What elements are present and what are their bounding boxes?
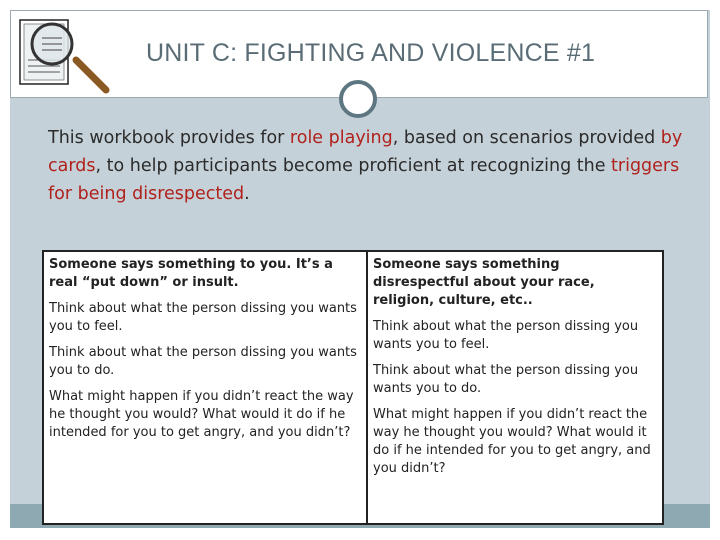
ring-divider-icon xyxy=(339,80,377,118)
scenario-card-put-down xyxy=(44,252,368,523)
card-heading: Someone says something disrespectful about your race, religion, culture, etc.. xyxy=(373,257,595,308)
intro-text: , to help participants become proficient at recognizing the xyxy=(95,156,612,176)
scenario-card-disrespect xyxy=(368,252,662,523)
intro-highlight: role playing xyxy=(289,128,393,148)
card-prompt: What might happen if you didn’t react the way he thought you would? What would it do if he intended for you to get angry, and you didn’t? xyxy=(49,389,354,440)
card-prompt: Think about what the person dissing you wants you to do. xyxy=(49,345,357,378)
card-prompt: Think about what the person dissing you wants you to feel. xyxy=(373,319,639,352)
card-heading: Someone says something to you. It’s a real “put down” or insult. xyxy=(49,257,333,290)
document-magnifier-icon xyxy=(18,18,114,96)
intro-text: . xyxy=(244,184,250,204)
slide-title: UNIT C: FIGHTING AND VIOLENCE #1 xyxy=(146,39,596,67)
intro-paragraph xyxy=(48,124,688,208)
intro-text: This workbook provides for xyxy=(48,128,290,148)
card-prompt: What might happen if you didn’t react the way he thought you would? What would it do if he intended for you to get angry, and you didn’t? xyxy=(373,407,651,476)
intro-highlight: triggers for being disrespected xyxy=(48,156,680,204)
card-prompt: Think about what the person dissing you wants you to do. xyxy=(373,363,639,396)
intro-highlight: by cards xyxy=(48,128,683,176)
intro-text: , based on scenarios provided xyxy=(392,128,661,148)
card-prompt: Think about what the person dissing you wants you to feel. xyxy=(49,301,357,334)
scenario-cards-table xyxy=(42,250,664,525)
